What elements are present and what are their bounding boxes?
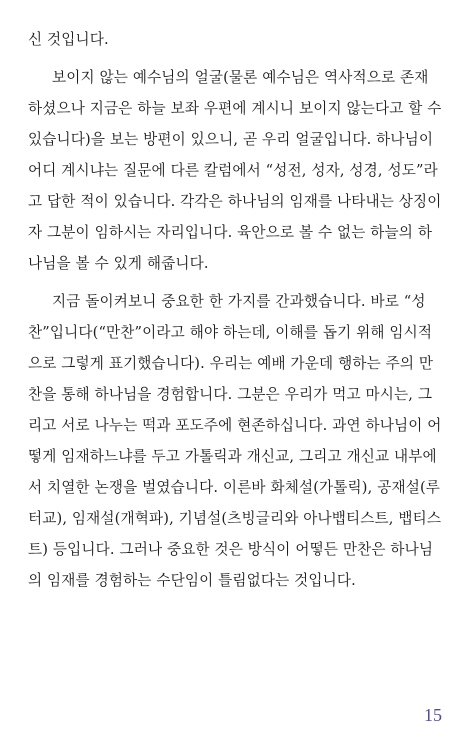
- text-line: 지금 돌이켜보니 중요한 한 가지를 간과했습니다. 바로 “성: [52, 293, 426, 310]
- text-line: 으로 그렇게 표기했습니다). 우리는 예배 가운데 행하는 주의 만: [28, 355, 434, 372]
- text-line: 떻게 임재하느냐를 두고 가톨릭과 개신교, 그리고 개신교 내부에: [28, 448, 437, 465]
- text-line: 나님을 볼 수 있게 해줍니다.: [28, 255, 209, 272]
- text-line: 보이지 않는 예수님의 얼굴(물론 예수님은 역사적으로 존재: [52, 69, 429, 86]
- text-line: 신 것입니다.: [28, 31, 109, 48]
- text-line: 자 그분이 임하시는 자리입니다. 육안으로 볼 수 없는 하늘의 하: [28, 224, 433, 241]
- text-line: 트) 등입니다. 그러나 중요한 것은 방식이 어떻든 만찬은 하나님: [28, 541, 434, 558]
- text-line: 찬을 통해 하나님을 경험합니다. 그분은 우리가 먹고 마시는, 그: [28, 386, 433, 403]
- text-line: 리고 서로 나누는 떡과 포도주에 현존하십니다. 과연 하나님이 어: [28, 417, 442, 434]
- text-line: 고 답한 적이 있습니다. 각각은 하나님의 임재를 나타내는 상징이: [28, 193, 442, 210]
- text-line: 있습니다)을 보는 방편이 있으니, 곧 우리 얼굴입니다. 하나님이: [28, 131, 434, 148]
- text-line: 터교), 임재설(개혁파), 기념설(츠빙글리와 아나뱁티스트, 뱁티스: [28, 510, 442, 527]
- text-line: 하셨으나 지금은 하늘 보좌 우편에 계시니 보이지 않는다고 할 수: [28, 100, 442, 117]
- text-line: 찬”입니다(“만찬”이라고 해야 하는데, 이해를 돕기 위해 임시적: [28, 324, 433, 341]
- text-line: 어디 계시냐는 질문에 다른 칼럼에서 “성전, 성자, 성경, 성도”라: [28, 162, 438, 179]
- text-line: 의 임재를 경험하는 수단임이 틀림없다는 것입니다.: [28, 572, 356, 589]
- page-number: 15: [424, 705, 442, 725]
- text-line: 서 치열한 논쟁을 벌였습니다. 이른바 화체설(가톨릭), 공재설(루: [28, 479, 441, 496]
